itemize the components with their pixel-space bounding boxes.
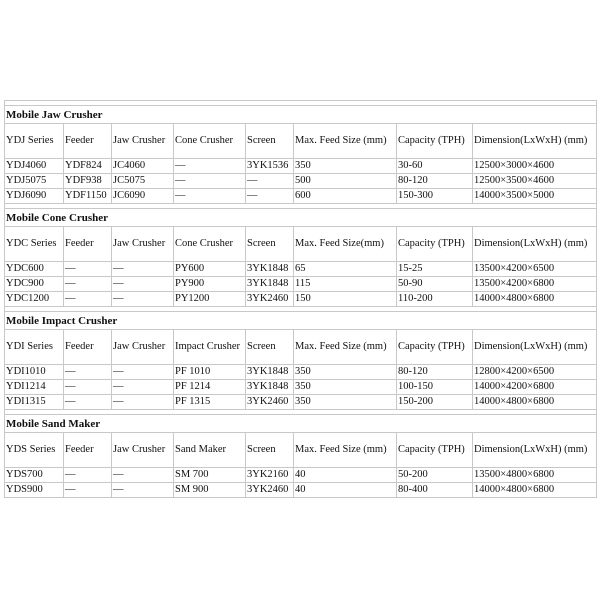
table-cell: PF 1214 <box>174 380 246 395</box>
table-cell: — <box>64 262 112 277</box>
section-title-row <box>5 209 597 227</box>
table-cell: 12500×3000×4600 <box>473 159 597 174</box>
table-row <box>5 292 597 307</box>
column-header: Dimension(LxWxH) (mm) <box>473 330 597 365</box>
table-cell: 150 <box>294 292 397 307</box>
table-cell: 3YK1848 <box>246 365 294 380</box>
table-cell: 3YK2160 <box>246 468 294 483</box>
table-row <box>5 468 597 483</box>
table-cell: PF 1010 <box>174 365 246 380</box>
column-header: Cone Crusher <box>174 124 246 159</box>
section-title-row <box>5 106 597 124</box>
table-row <box>5 395 597 410</box>
table-cell: 115 <box>294 277 397 292</box>
table-cell: 3YK2460 <box>246 395 294 410</box>
table-cell: 50-200 <box>397 468 473 483</box>
table-cell: YDF1150 <box>64 189 112 204</box>
spec-table-body <box>5 101 597 498</box>
table-cell: — <box>64 365 112 380</box>
table-cell: 14000×4200×6800 <box>473 380 597 395</box>
table-cell: — <box>64 292 112 307</box>
table-cell: YDI1010 <box>5 365 64 380</box>
table-cell: 350 <box>294 395 397 410</box>
table-row <box>5 277 597 292</box>
table-cell: — <box>112 292 174 307</box>
table-row <box>5 189 597 204</box>
table-cell: 600 <box>294 189 397 204</box>
table-cell: 14000×4800×6800 <box>473 395 597 410</box>
table-cell: 3YK1848 <box>246 380 294 395</box>
table-cell: YDJ6090 <box>5 189 64 204</box>
column-header: YDC Series <box>5 227 64 262</box>
column-header: Screen <box>246 227 294 262</box>
column-header: Dimension(LxWxH) (mm) <box>473 124 597 159</box>
table-cell: — <box>64 380 112 395</box>
column-header: YDJ Series <box>5 124 64 159</box>
section-title: Mobile Sand Maker <box>5 415 597 433</box>
table-cell: 350 <box>294 365 397 380</box>
table-cell: PY600 <box>174 262 246 277</box>
table-cell: 3YK2460 <box>246 483 294 498</box>
table-cell: 40 <box>294 468 397 483</box>
column-header: Cone Crusher <box>174 227 246 262</box>
table-cell: 150-200 <box>397 395 473 410</box>
column-header: Capacity (TPH) <box>397 227 473 262</box>
section-title: Mobile Cone Crusher <box>5 209 597 227</box>
header-row <box>5 433 597 468</box>
table-cell: YDC900 <box>5 277 64 292</box>
column-header: Feeder <box>64 227 112 262</box>
table-cell: — <box>246 189 294 204</box>
table-cell: YDJ4060 <box>5 159 64 174</box>
table-cell: YDI1315 <box>5 395 64 410</box>
column-header: Max. Feed Size (mm) <box>294 124 397 159</box>
column-header: Screen <box>246 330 294 365</box>
column-header: Jaw Crusher <box>112 124 174 159</box>
table-row <box>5 174 597 189</box>
table-cell: — <box>112 468 174 483</box>
table-cell: YDS900 <box>5 483 64 498</box>
table-row <box>5 159 597 174</box>
column-header: Capacity (TPH) <box>397 124 473 159</box>
table-cell: 3YK1848 <box>246 262 294 277</box>
table-cell: 80-120 <box>397 174 473 189</box>
table-cell: 15-25 <box>397 262 473 277</box>
table-cell: 50-90 <box>397 277 473 292</box>
column-header: Dimension(LxWxH) (mm) <box>473 433 597 468</box>
header-row <box>5 330 597 365</box>
table-row <box>5 262 597 277</box>
column-header: Impact Crusher <box>174 330 246 365</box>
column-header: Jaw Crusher <box>112 227 174 262</box>
table-cell: 3YK1848 <box>246 277 294 292</box>
column-header: YDI Series <box>5 330 64 365</box>
header-row <box>5 124 597 159</box>
table-cell: 350 <box>294 159 397 174</box>
table-cell: — <box>112 380 174 395</box>
table-cell: 14000×3500×5000 <box>473 189 597 204</box>
table-cell: 350 <box>294 380 397 395</box>
table-cell: SM 700 <box>174 468 246 483</box>
table-cell: — <box>112 365 174 380</box>
column-header: Sand Maker <box>174 433 246 468</box>
column-header: YDS Series <box>5 433 64 468</box>
table-row <box>5 483 597 498</box>
column-header: Jaw Crusher <box>112 330 174 365</box>
table-cell: 13500×4800×6800 <box>473 468 597 483</box>
table-cell: JC6090 <box>112 189 174 204</box>
section-title-row <box>5 312 597 330</box>
table-cell: — <box>246 174 294 189</box>
column-header: Feeder <box>64 124 112 159</box>
table-cell: PY900 <box>174 277 246 292</box>
table-cell: 13500×4200×6500 <box>473 262 597 277</box>
table-cell: 3YK1536 <box>246 159 294 174</box>
column-header: Dimension(LxWxH) (mm) <box>473 227 597 262</box>
table-cell: YDJ5075 <box>5 174 64 189</box>
column-header: Max. Feed Size(mm) <box>294 227 397 262</box>
table-cell: YDF824 <box>64 159 112 174</box>
column-header: Jaw Crusher <box>112 433 174 468</box>
table-cell: 14000×4800×6800 <box>473 292 597 307</box>
table-cell: — <box>64 483 112 498</box>
table-row <box>5 380 597 395</box>
column-header: Feeder <box>64 330 112 365</box>
spec-table-container <box>4 100 596 498</box>
section-title-row <box>5 415 597 433</box>
column-header: Max. Feed Size (mm) <box>294 433 397 468</box>
table-cell: — <box>112 277 174 292</box>
table-cell: 500 <box>294 174 397 189</box>
table-cell: YDC1200 <box>5 292 64 307</box>
table-row <box>5 365 597 380</box>
column-header: Capacity (TPH) <box>397 330 473 365</box>
section-title: Mobile Impact Crusher <box>5 312 597 330</box>
table-cell: JC5075 <box>112 174 174 189</box>
table-cell: 3YK2460 <box>246 292 294 307</box>
table-cell: — <box>64 395 112 410</box>
column-header: Screen <box>246 433 294 468</box>
table-cell: — <box>64 277 112 292</box>
table-cell: 40 <box>294 483 397 498</box>
table-cell: YDS700 <box>5 468 64 483</box>
table-cell: — <box>174 174 246 189</box>
table-cell: 12800×4200×6500 <box>473 365 597 380</box>
table-cell: 100-150 <box>397 380 473 395</box>
table-cell: YDC600 <box>5 262 64 277</box>
table-cell: 150-300 <box>397 189 473 204</box>
table-cell: 80-400 <box>397 483 473 498</box>
table-cell: YDI1214 <box>5 380 64 395</box>
table-cell: 14000×4800×6800 <box>473 483 597 498</box>
table-cell: — <box>174 159 246 174</box>
table-cell: PY1200 <box>174 292 246 307</box>
section-title: Mobile Jaw Crusher <box>5 106 597 124</box>
table-cell: 80-120 <box>397 365 473 380</box>
table-cell: — <box>64 468 112 483</box>
column-header: Capacity (TPH) <box>397 433 473 468</box>
table-cell: YDF938 <box>64 174 112 189</box>
table-cell: 13500×4200×6800 <box>473 277 597 292</box>
spec-table <box>4 100 597 498</box>
header-row <box>5 227 597 262</box>
table-cell: JC4060 <box>112 159 174 174</box>
column-header: Screen <box>246 124 294 159</box>
table-cell: PF 1315 <box>174 395 246 410</box>
column-header: Max. Feed Size (mm) <box>294 330 397 365</box>
table-cell: 30-60 <box>397 159 473 174</box>
table-cell: 110-200 <box>397 292 473 307</box>
table-cell: — <box>112 483 174 498</box>
table-cell: 65 <box>294 262 397 277</box>
table-cell: 12500×3500×4600 <box>473 174 597 189</box>
table-cell: — <box>112 262 174 277</box>
column-header: Feeder <box>64 433 112 468</box>
table-cell: — <box>112 395 174 410</box>
table-cell: — <box>174 189 246 204</box>
table-cell: SM 900 <box>174 483 246 498</box>
